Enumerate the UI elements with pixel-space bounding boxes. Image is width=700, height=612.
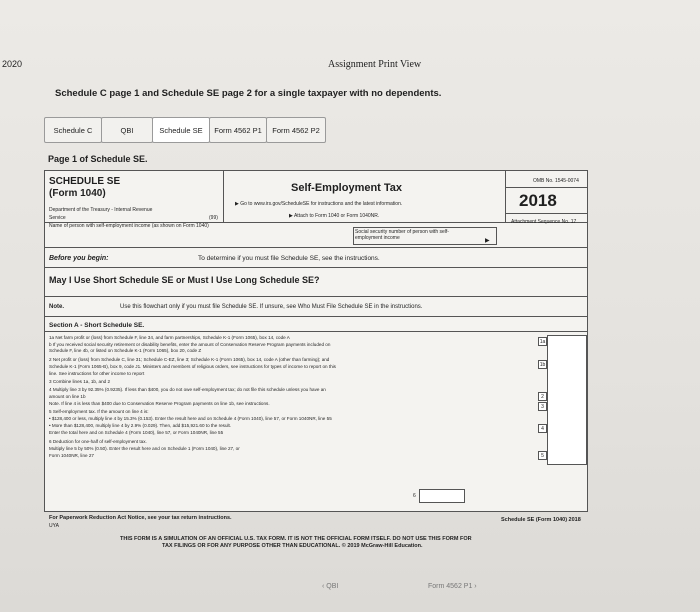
tax-year: 2018 <box>519 191 557 210</box>
ssn-field-label: Social security number of person with self-employment income <box>355 229 449 241</box>
line-6-amount-field[interactable] <box>419 489 465 503</box>
box-label-6: 6 <box>413 493 416 499</box>
ssn-arrow-icon: ▶ <box>485 238 490 244</box>
line-4-cont: amount on line 1b <box>49 394 86 399</box>
note-text: Use this flowchart only if you must file Schedule SE. If unsure, see Who Must File Schedule SE in the instructions. <box>120 304 423 310</box>
tab-qbi[interactable]: QBI <box>101 117 153 143</box>
amount-column <box>547 335 587 465</box>
determine-text: To determine if you must file Schedule SE, see the instructions. <box>198 255 380 262</box>
box-label-3: 3 <box>538 402 547 411</box>
tab-form-4562-p2[interactable]: Form 4562 P2 <box>266 117 326 143</box>
footer-code: UYA <box>49 523 59 529</box>
divider <box>505 213 587 214</box>
line-5-option-a: • $128,400 or less, multiply line 4 by 15.3% (0.153). Enter the result here and on Schedule 4 (Form 1040), line 57, or Form 1040NR, line 55 <box>49 416 332 421</box>
prev-page-link[interactable]: ‹ QBI <box>322 583 339 590</box>
box-label-4: 4 <box>538 424 547 433</box>
box-label-1a: 1a <box>539 339 546 345</box>
assignment-subtitle: Schedule C page 1 and Schedule SE page 2 for a single taxpayer with no dependents. <box>55 88 442 99</box>
divider <box>45 296 587 297</box>
section-a-title: Section A - Short Schedule SE. <box>49 322 145 329</box>
omb-number: OMB No. 1545-0074 <box>533 178 579 184</box>
divider <box>45 331 587 332</box>
schedule-se-form <box>44 170 588 529</box>
department-label: Department of the Treasury - Internal Revenue <box>49 207 153 213</box>
divider <box>45 511 587 512</box>
line-5-text: 5 Self-employment tax. If the amount on line 4 is: <box>49 409 149 414</box>
line-6-cont: Form 1040NR, line 27 <box>49 453 94 458</box>
divider <box>505 187 587 188</box>
service-label: Service <box>49 215 66 221</box>
note-label: Note. <box>49 304 64 310</box>
divider <box>45 247 587 248</box>
line-2-cont: Schedule K-1 (Form 1065-B), box 9, code J1. Ministers and members of religious orders, see instructions for types of income to report on this <box>49 364 336 369</box>
form-footer-id: Schedule SE (Form 1040) 2018 <box>501 517 581 523</box>
form-tabs <box>44 117 325 143</box>
line-6-text: 6 Deduction for one-half of self-employment tax. <box>49 439 147 444</box>
line-5-cont: Enter the total here and on Schedule 4 (Form 1040), line 57, or Form 1040NR, line 55 <box>49 430 224 435</box>
tab-schedule-c[interactable]: Schedule C <box>44 117 102 143</box>
name-field-label: Name of person with self-employment income (as shown on Form 1040) <box>49 223 209 229</box>
page-label: Page 1 of Schedule SE. <box>48 154 148 164</box>
simulation-disclaimer <box>120 536 590 550</box>
line-6-cont: Multiply line 5 by 50% (0.50). Enter the result here and on Schedule 1 (Form 1040), line 27, or <box>49 446 240 451</box>
year-fragment: 2020 <box>2 59 23 69</box>
flowchart-question: May I Use Short Schedule SE or Must I Use Long Schedule SE? <box>49 275 320 285</box>
line-2-text: 2 Net profit or (loss) from Schedule C, line 31; Schedule C-EZ, line 3; Schedule K-1 (Form 1065), box 14, code A (other than farming); and <box>49 357 330 362</box>
box-label-1b: 1b <box>539 362 546 368</box>
line-4-note: Note. If line 4 is less than $400 due to Conservation Reserve Program payments on line 1b, see instructions. <box>49 401 270 406</box>
print-view-title: Assignment Print View <box>328 59 422 70</box>
disclaimer-line-2: TAX FILINGS OR FOR ANY PURPOSE OTHER THAN EDUCATIONAL. © 2019 McGraw-Hill Education. <box>162 543 423 549</box>
line-1a-text: 1a Net farm profit or (loss) from Schedule F, line 34, and farm partnerships, Schedule K-1 (Form 1065), box 14, code A <box>49 335 290 340</box>
line-1b-text: b If you received social security retirement or disability benefits, enter the amount of Conservation Reserve Program payments included on <box>49 342 331 347</box>
box-label-5: 5 <box>538 451 547 460</box>
box-label-2: 2 <box>538 392 547 401</box>
line-5-option-b: • More than $128,400, multiply line 4 by 2.9% (0.029). Then, add $15,921.60 to the result. <box>49 423 232 428</box>
line-1b-cont: Schedule F, line 4b, or listed on Schedule K-1 (Form 1065), box 20, code Z <box>49 348 202 353</box>
line-3-text: 3 Combine lines 1a, 1b, and 2 <box>49 379 111 384</box>
service-code: (99) <box>209 215 218 221</box>
form-heading <box>49 176 120 200</box>
attach-instructions: ▶ Attach to Form 1040 or Form 1040NR. <box>289 213 380 219</box>
divider <box>45 267 587 268</box>
form-ref: (Form 1040) <box>49 188 106 199</box>
next-page-link[interactable]: Form 4562 P1 › <box>428 583 477 590</box>
tab-form-4562-p1[interactable]: Form 4562 P1 <box>209 117 267 143</box>
tab-schedule-se[interactable]: Schedule SE <box>152 117 210 143</box>
goto-instructions: ▶ Go to www.irs.gov/ScheduleSE for instructions and the latest information. <box>235 201 403 207</box>
before-you-begin: Before you begin: <box>49 255 109 262</box>
line-4-text: 4 Multiply line 3 by 92.35% (0.9235). If less than $400, you do not owe self-employment tax; do not file this schedule unless you have an <box>49 387 326 392</box>
divider <box>45 316 587 317</box>
line-2-cont: line. See instructions for other income to report <box>49 371 145 376</box>
paperwork-notice: For Paperwork Reduction Act Notice, see your tax return instructions. <box>49 515 232 521</box>
divider <box>223 171 224 222</box>
disclaimer-line-1: THIS FORM IS A SIMULATION OF AN OFFICIAL U.S. TAX FORM. IT IS NOT THE OFFICIAL FORM ITSELF. DO NOT USE THIS FORM FOR <box>120 536 472 542</box>
divider <box>505 171 506 222</box>
schedule-title: SCHEDULE SE <box>49 176 121 187</box>
attachment-sequence: Attachment Sequence No. 17 <box>511 219 577 225</box>
form-main-title: Self-Employment Tax <box>291 182 403 194</box>
